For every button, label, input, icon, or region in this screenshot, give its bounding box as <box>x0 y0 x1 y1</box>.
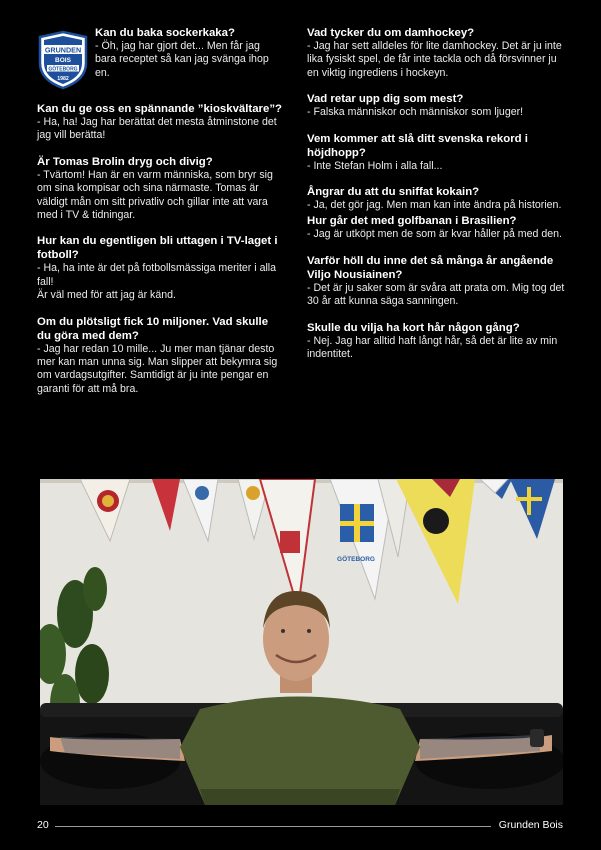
answer: - Ha, ha! Jag har berättat det mesta åtminstone det jag vill berätta! <box>37 116 277 142</box>
question: Vad tycker du om damhockey? <box>307 27 475 39</box>
svg-text:1982: 1982 <box>57 76 69 82</box>
question: Varför höll du inne det så många år angående Viljo Nousiainen? <box>307 254 554 281</box>
answer: - Öh, jag har gjort det... Men får jag bara receptet så kan jag svänga ihop en. <box>95 40 269 79</box>
qa-block <box>307 26 565 80</box>
qa-block <box>37 315 282 397</box>
question: Skulle du vilja ha kort hår någon gång? <box>307 321 520 334</box>
svg-text:GRUNDEN: GRUNDEN <box>44 45 82 55</box>
answer: - Jag har sett alldeles för lite damhockey. Det är ju inte lika fysiskt spel, de får inte tackla och då försvinner ju en viktig ingrediens i hockeyn. <box>307 40 562 79</box>
qa-block <box>307 321 565 362</box>
question: Kan du baka sockerkaka? <box>95 27 235 39</box>
question: Hur kan du egentligen bli uttagen i TV-laget i fotboll? <box>37 235 278 262</box>
svg-text:BOIS: BOIS <box>55 57 71 64</box>
answer: - Ja, det gör jag. Men man kan inte ändra på historien. <box>307 199 562 212</box>
svg-text:GÖTEBORG: GÖTEBORG <box>48 66 78 73</box>
question: Är Tomas Brolin dryg och divig? <box>37 155 213 168</box>
page-number: 20 <box>37 819 49 831</box>
qa-block <box>37 102 282 143</box>
answer: - Inte Stefan Holm i alla fall... <box>307 159 443 172</box>
photo-illustration <box>40 479 563 805</box>
svg-text:GÖTEBORG: GÖTEBORG <box>337 556 375 563</box>
question: Vem kommer att slå ditt svenska rekord i höjdhopp? <box>307 132 528 159</box>
qa-block <box>307 214 565 241</box>
qa-block <box>37 155 282 223</box>
page-footer <box>37 819 563 833</box>
answer: - Det är ju saker som är svåra att prata om. Mig tog det 30 år att kunna säga sanningen. <box>307 281 565 308</box>
qa-block <box>307 92 565 119</box>
interview-photo <box>40 479 563 805</box>
answer: - Falska människor och människor som ljuger! <box>307 106 524 119</box>
question: Kan du ge oss en spännande ”kioskvältare”? <box>37 103 282 115</box>
answer: - Nej. Jag har alltid haft långt hår, så det är lite av min indentitet. <box>307 334 558 361</box>
question: Ångrar du att du sniffat kokain? <box>307 186 480 199</box>
qa-block <box>307 254 565 309</box>
answer: Är väl med för att jag är känd. <box>37 289 176 302</box>
answer: - Jag har redan 10 mille... Ju mer man tjänar desto mer kan man unna sig. Man slipper att bekymra sig om vardagsutgifter. Samtidigt är ju inte pengar en garanti för att må bra. <box>37 342 278 395</box>
qa-block <box>37 234 282 302</box>
question: Vad retar upp dig som mest? <box>307 93 464 106</box>
question: Hur går det med golfbanan i Brasilien? <box>307 215 517 228</box>
answer: - Jag är utköpt men de som är kvar håller på med den. <box>307 228 562 241</box>
right-column <box>307 26 565 373</box>
footer-divider <box>55 826 491 827</box>
qa-block <box>307 132 565 173</box>
qa-text <box>95 26 282 90</box>
qa-block <box>307 185 565 212</box>
answer: - Tvärtom! Han är en varm människa, som bryr sig om sina kompisar och sina närmaste. Tomas är väldigt mån om sitt privatliv och gillar inte att vara med i TV & tidningar. <box>37 168 273 222</box>
club-logo <box>37 30 89 90</box>
publication-name: Grunden Bois <box>498 819 563 831</box>
answer: - Ha, ha inte är det på fotbollsmässiga meriter i alla fall! <box>37 262 277 288</box>
qa-block <box>37 26 282 90</box>
left-column <box>37 26 282 408</box>
question: Om du plötsligt fick 10 miljoner. Vad skulle du göra med dem? <box>37 315 269 342</box>
